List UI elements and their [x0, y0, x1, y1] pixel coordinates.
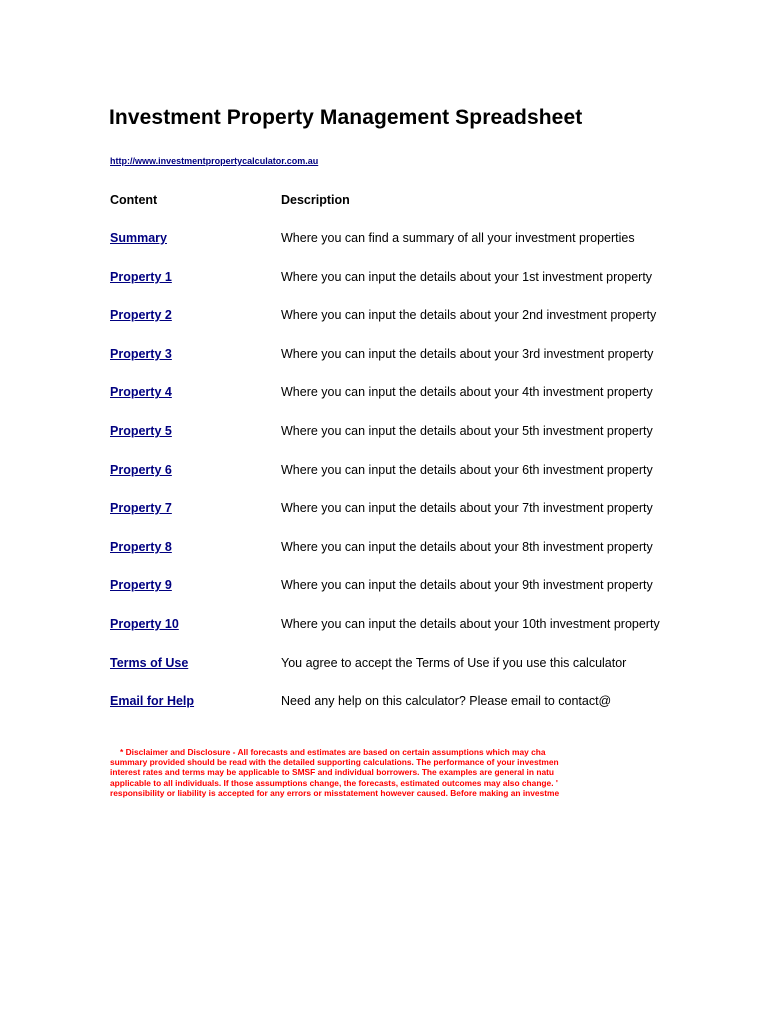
row-description: Where you can input the details about your 4th investment property: [281, 385, 653, 400]
disclaimer-text: [110, 747, 670, 798]
table-row: [0, 694, 617, 733]
row-description: Where you can input the details about your 5th investment property: [281, 423, 653, 438]
link-terms-of-use[interactable]: Terms of Use: [110, 655, 189, 670]
row-description: Where you can input the details about your 6th investment property: [281, 462, 653, 477]
table-row: [0, 231, 635, 270]
table-row: [0, 539, 653, 579]
disclaimer-line: responsibility or liability is accepted for any errors or misstatement however caused. Before making an investme: [110, 787, 560, 798]
link-property-1[interactable]: Property 1: [110, 269, 172, 284]
contents-table: [0, 231, 660, 733]
link-property-10[interactable]: Property 10: [110, 616, 179, 631]
link-property-9[interactable]: Property 9: [110, 578, 172, 593]
row-description: You agree to accept the Terms of Use if you use this calculator: [281, 655, 627, 670]
table-row: [0, 308, 657, 347]
link-summary[interactable]: Summary: [110, 231, 167, 245]
row-description: Where you can input the details about your 2nd investment property: [281, 308, 657, 323]
link-property-7[interactable]: Property 7: [110, 501, 172, 516]
header-content: Content: [110, 193, 158, 207]
link-property-2[interactable]: Property 2: [110, 308, 172, 323]
link-property-4[interactable]: Property 4: [110, 385, 172, 400]
row-description: Where you can input the details about your 1st investment property: [281, 269, 653, 284]
row-description: Where you can input the details about your 8th investment property: [281, 539, 653, 554]
link-email-for-help[interactable]: Email for Help: [110, 694, 195, 709]
disclaimer-line: interest rates and terms may be applicable to SMSF and individual borrowers. The examples are general in natu: [110, 767, 555, 778]
table-row: [0, 616, 660, 656]
link-property-3[interactable]: Property 3: [110, 346, 172, 361]
table-row: [0, 578, 653, 617]
table-row: [0, 501, 653, 540]
header-description: Description: [281, 193, 350, 207]
row-description: Where you can input the details about your 10th investment property: [281, 616, 660, 631]
table-row: [0, 346, 654, 386]
table-row: [0, 385, 653, 424]
row-description: Where you can input the details about your 3rd investment property: [281, 346, 654, 361]
row-description: Where you can input the details about your 9th investment property: [281, 578, 653, 593]
table-row: [0, 462, 653, 502]
link-property-8[interactable]: Property 8: [110, 539, 172, 554]
link-property-5[interactable]: Property 5: [110, 423, 172, 438]
disclaimer-line: applicable to all individuals. If those assumptions change, the forecasts, estimated outcomes may also change. ': [110, 777, 558, 788]
row-description: Where you can input the details about your 7th investment property: [281, 501, 653, 516]
disclaimer-line: summary provided should be read with the detailed supporting calculations. The performance of your investmen: [110, 757, 559, 768]
table-header: [0, 193, 617, 211]
table-row: [0, 269, 653, 309]
page-title: Investment Property Management Spreadsheet: [109, 106, 583, 129]
website-link[interactable]: http://www.investmentpropertycalculator.com.au: [110, 156, 319, 166]
row-description: Where you can find a summary of all your investment properties: [281, 231, 635, 245]
link-property-6[interactable]: Property 6: [110, 462, 172, 477]
row-description: Need any help on this calculator? Please email to contact@: [281, 694, 612, 709]
disclaimer-line: * Disclaimer and Disclosure - All forecasts and estimates are based on certain assumptions which may cha: [120, 747, 546, 757]
table-row: [0, 655, 627, 695]
table-row: [0, 423, 653, 463]
